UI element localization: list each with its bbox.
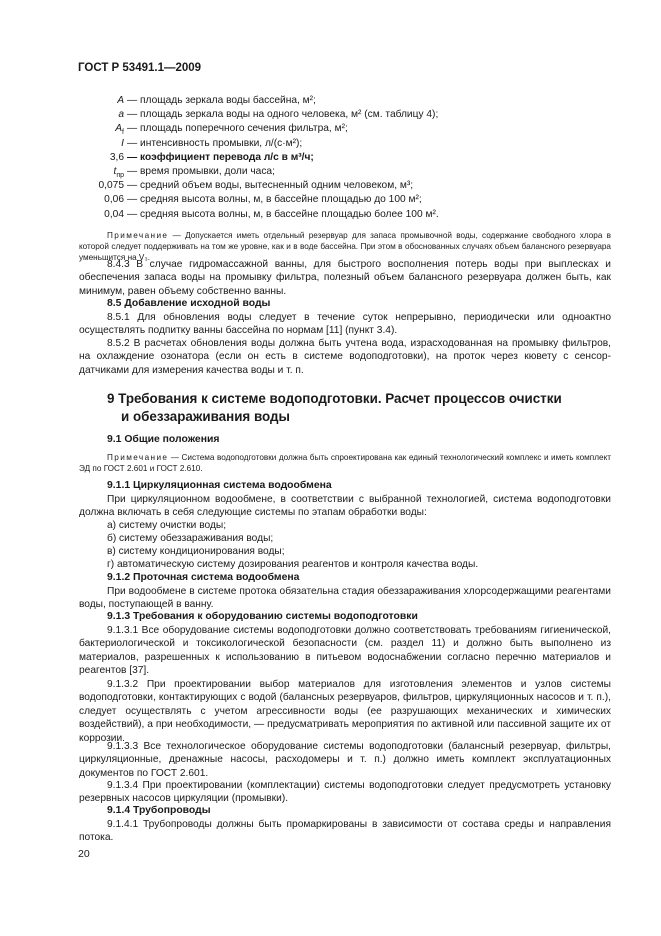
- definition-row: [0, 179, 661, 193]
- definition-symbol-subscript: пр: [116, 171, 124, 179]
- definition-text: — коэффициент перевода л/с в м³/ч;: [127, 151, 314, 163]
- definition-symbol-main: 0,04: [104, 208, 124, 220]
- definition-symbol: [115, 122, 124, 136]
- definition-text: — интенсивность промывки, л/(с·м²);: [127, 137, 303, 149]
- definition-row: [0, 108, 661, 122]
- definition-text: — площадь поперечного сечения фильтра, м²;: [127, 123, 348, 135]
- definition-row: [0, 122, 661, 136]
- definition-symbol-main: 0,06: [104, 194, 124, 206]
- paragraph-9-1-3-4: 9.1.3.4 При проектировании (комплектации) системы водоподготовки следует предусмотреть установку резервных насосов циркуляции (промывки).: [79, 780, 611, 805]
- list-item: г) автоматическую систему дозирования реагентов и контроля качества воды.: [107, 559, 479, 570]
- definition-row: [0, 137, 661, 151]
- paragraph-9-1-2: При водообмене в системе протока обязательна стадия обеззараживания хлорсодержащими реагентами воды, поступающей в ванну.: [79, 586, 611, 611]
- page-number: 20: [78, 848, 90, 860]
- list-item: а) систему очистки воды;: [107, 520, 227, 531]
- heading-9-1-4: 9.1.4 Трубопроводы: [107, 805, 211, 816]
- definition-row: [0, 94, 661, 108]
- paragraph-9-1-3-3: 9.1.3.3 Все технологическое оборудование системы водоподготовки (балансный резервуар, фильтры, циркуляционные, дренажные насосы, расходомеры и т. п.) должно иметь комплект эксплуатационных документов по ГОСТ 2.601.: [79, 741, 611, 779]
- definition-symbol-subscript: f: [122, 129, 124, 137]
- definition-symbol-main: I: [121, 137, 124, 149]
- list-item: б) систему обеззараживания воды;: [107, 533, 274, 544]
- note-text: — Допускается иметь отдельный резервуар для запаса промывочной воды, содержание свободного хлора в которой следует поддерживать на том же уровне, как и в воде бассейна. При этом в обоснованных случаях объем балансного резервуара уменьшится на V₃.: [79, 231, 612, 263]
- definition-symbol-main: 0,075: [98, 180, 124, 192]
- definition-text: — площадь зеркала воды бассейна, м²;: [127, 95, 316, 106]
- note-text: — Система водоподготовки должна быть спроектирована как единый технологический комплекс и иметь комплект ЭД по ГОСТ 2.601 и ГОСТ 2.610.: [79, 453, 611, 474]
- paragraph-9-1-3-1: 9.1.3.1 Все оборудование системы водоподготовки должно соответствовать требованиям гигиенической, бактериологической и токсикологической безопасности (см. раздел 11) и должно быть выполнено из материалов, разрешенных к использованию в питьевом водоснабжении согласно перечню материалов и реагентов [37].: [79, 625, 611, 677]
- paragraph-9-1-1: При циркуляционном водообмене, в соответствии с выбранной технологией, система водоподготовки должна включать в себя следующие системы по этапам обработки воды:: [79, 494, 611, 519]
- paragraph-9-1-4-1: 9.1.4.1 Трубопроводы должны быть промаркированы в зависимости от состава среды и направления потока.: [79, 819, 611, 844]
- definition-symbol: [117, 94, 124, 108]
- definition-text: — площадь зеркала воды на одного человека, м² (см. таблицу 4);: [127, 109, 439, 121]
- note-label: Примечание: [107, 453, 169, 462]
- paragraph-9-1-3-2: 9.1.3.2 При проектировании выбор материалов для изготовления элементов и узлов системы водоподготовки, контактирующих с водой (балансных резервуаров, фильтров, циркуляционных насосов и т. п.), следует осуществлять с учетом агрессивности воды (ее разрушающих механических и химических воздействий), а при необходимости, — предусматривать мероприятия по активной или пассивной защите их от коррозии.: [79, 679, 611, 744]
- note-system-complex: [79, 452, 611, 474]
- definition-symbol-main: A: [115, 123, 123, 135]
- heading-8-5: 8.5 Добавление исходной воды: [107, 298, 271, 309]
- definition-symbol: [104, 208, 124, 222]
- definition-symbol-main: 3,6: [109, 151, 124, 163]
- definition-symbol: [113, 165, 124, 179]
- definition-symbol: [99, 179, 125, 193]
- definition-symbol: [118, 108, 124, 122]
- heading-9-1-3: 9.1.3 Требования к оборудованию системы водоподготовки: [107, 611, 418, 622]
- section-9-title-line1: 9 Требования к системе водоподготовки. Расчет процессов очистки: [107, 391, 562, 406]
- definition-text: — средний объем воды, вытесненный одним человеком, м³;: [127, 180, 414, 192]
- section-9-title: [107, 390, 562, 425]
- definition-symbol-main: t: [113, 165, 117, 177]
- paragraph-8-5-1: 8.5.1 Для обновления воды следует в течение суток непрерывно, периодически или одноактно осуществлять подпитку ванны бассейна по нормам [11] (пункт 3.4).: [79, 312, 611, 337]
- note-label: Примечание: [107, 231, 169, 240]
- standard-header: ГОСТ Р 53491.1—2009: [78, 62, 202, 74]
- section-9-title-line2: и обеззараживания воды: [121, 408, 290, 424]
- definition-row: [0, 208, 661, 222]
- definition-symbol: [104, 193, 124, 207]
- heading-9-1-1: 9.1.1 Циркуляционная система водообмена: [107, 480, 332, 491]
- heading-9-1: 9.1 Общие положения: [107, 434, 220, 445]
- paragraph-8-4-3: 8.4.3 В случае гидромассажной ванны, для быстрого восполнения потерь воды при выплесках и обеспечения запаса воды на промывку фильтра, полезный объем балансного резервуара должен быть, как минимум, равен объему собственно ванны.: [79, 259, 611, 297]
- definition-symbol-main: a: [118, 109, 124, 121]
- definition-symbol-main: A: [117, 95, 124, 106]
- definition-symbol: [121, 137, 124, 151]
- definition-text: — средняя высота волны, м, в бассейне площадью до 100 м²;: [127, 194, 422, 206]
- definition-symbol: [110, 151, 124, 165]
- symbol-definitions-list: [0, 94, 661, 222]
- definition-text: — время промывки, доли часа;: [127, 165, 275, 177]
- definition-row: [0, 151, 661, 165]
- heading-9-1-2: 9.1.2 Проточная система водообмена: [107, 572, 300, 583]
- list-item: в) систему кондиционирования воды;: [107, 546, 285, 557]
- definition-row: [0, 165, 661, 179]
- paragraph-8-5-2: 8.5.2 В расчетах обновления воды должна быть учтена вода, израсходованная на промывку фильтров, на охлаждение озонатора (если он есть в системе водоподготовки), на проток через кювету с сенсор-датчиками для измерения качества воды и т. п.: [79, 338, 611, 376]
- definition-text: — средняя высота волны, м, в бассейне площадью более 100 м².: [127, 208, 439, 220]
- definition-row: [0, 193, 661, 207]
